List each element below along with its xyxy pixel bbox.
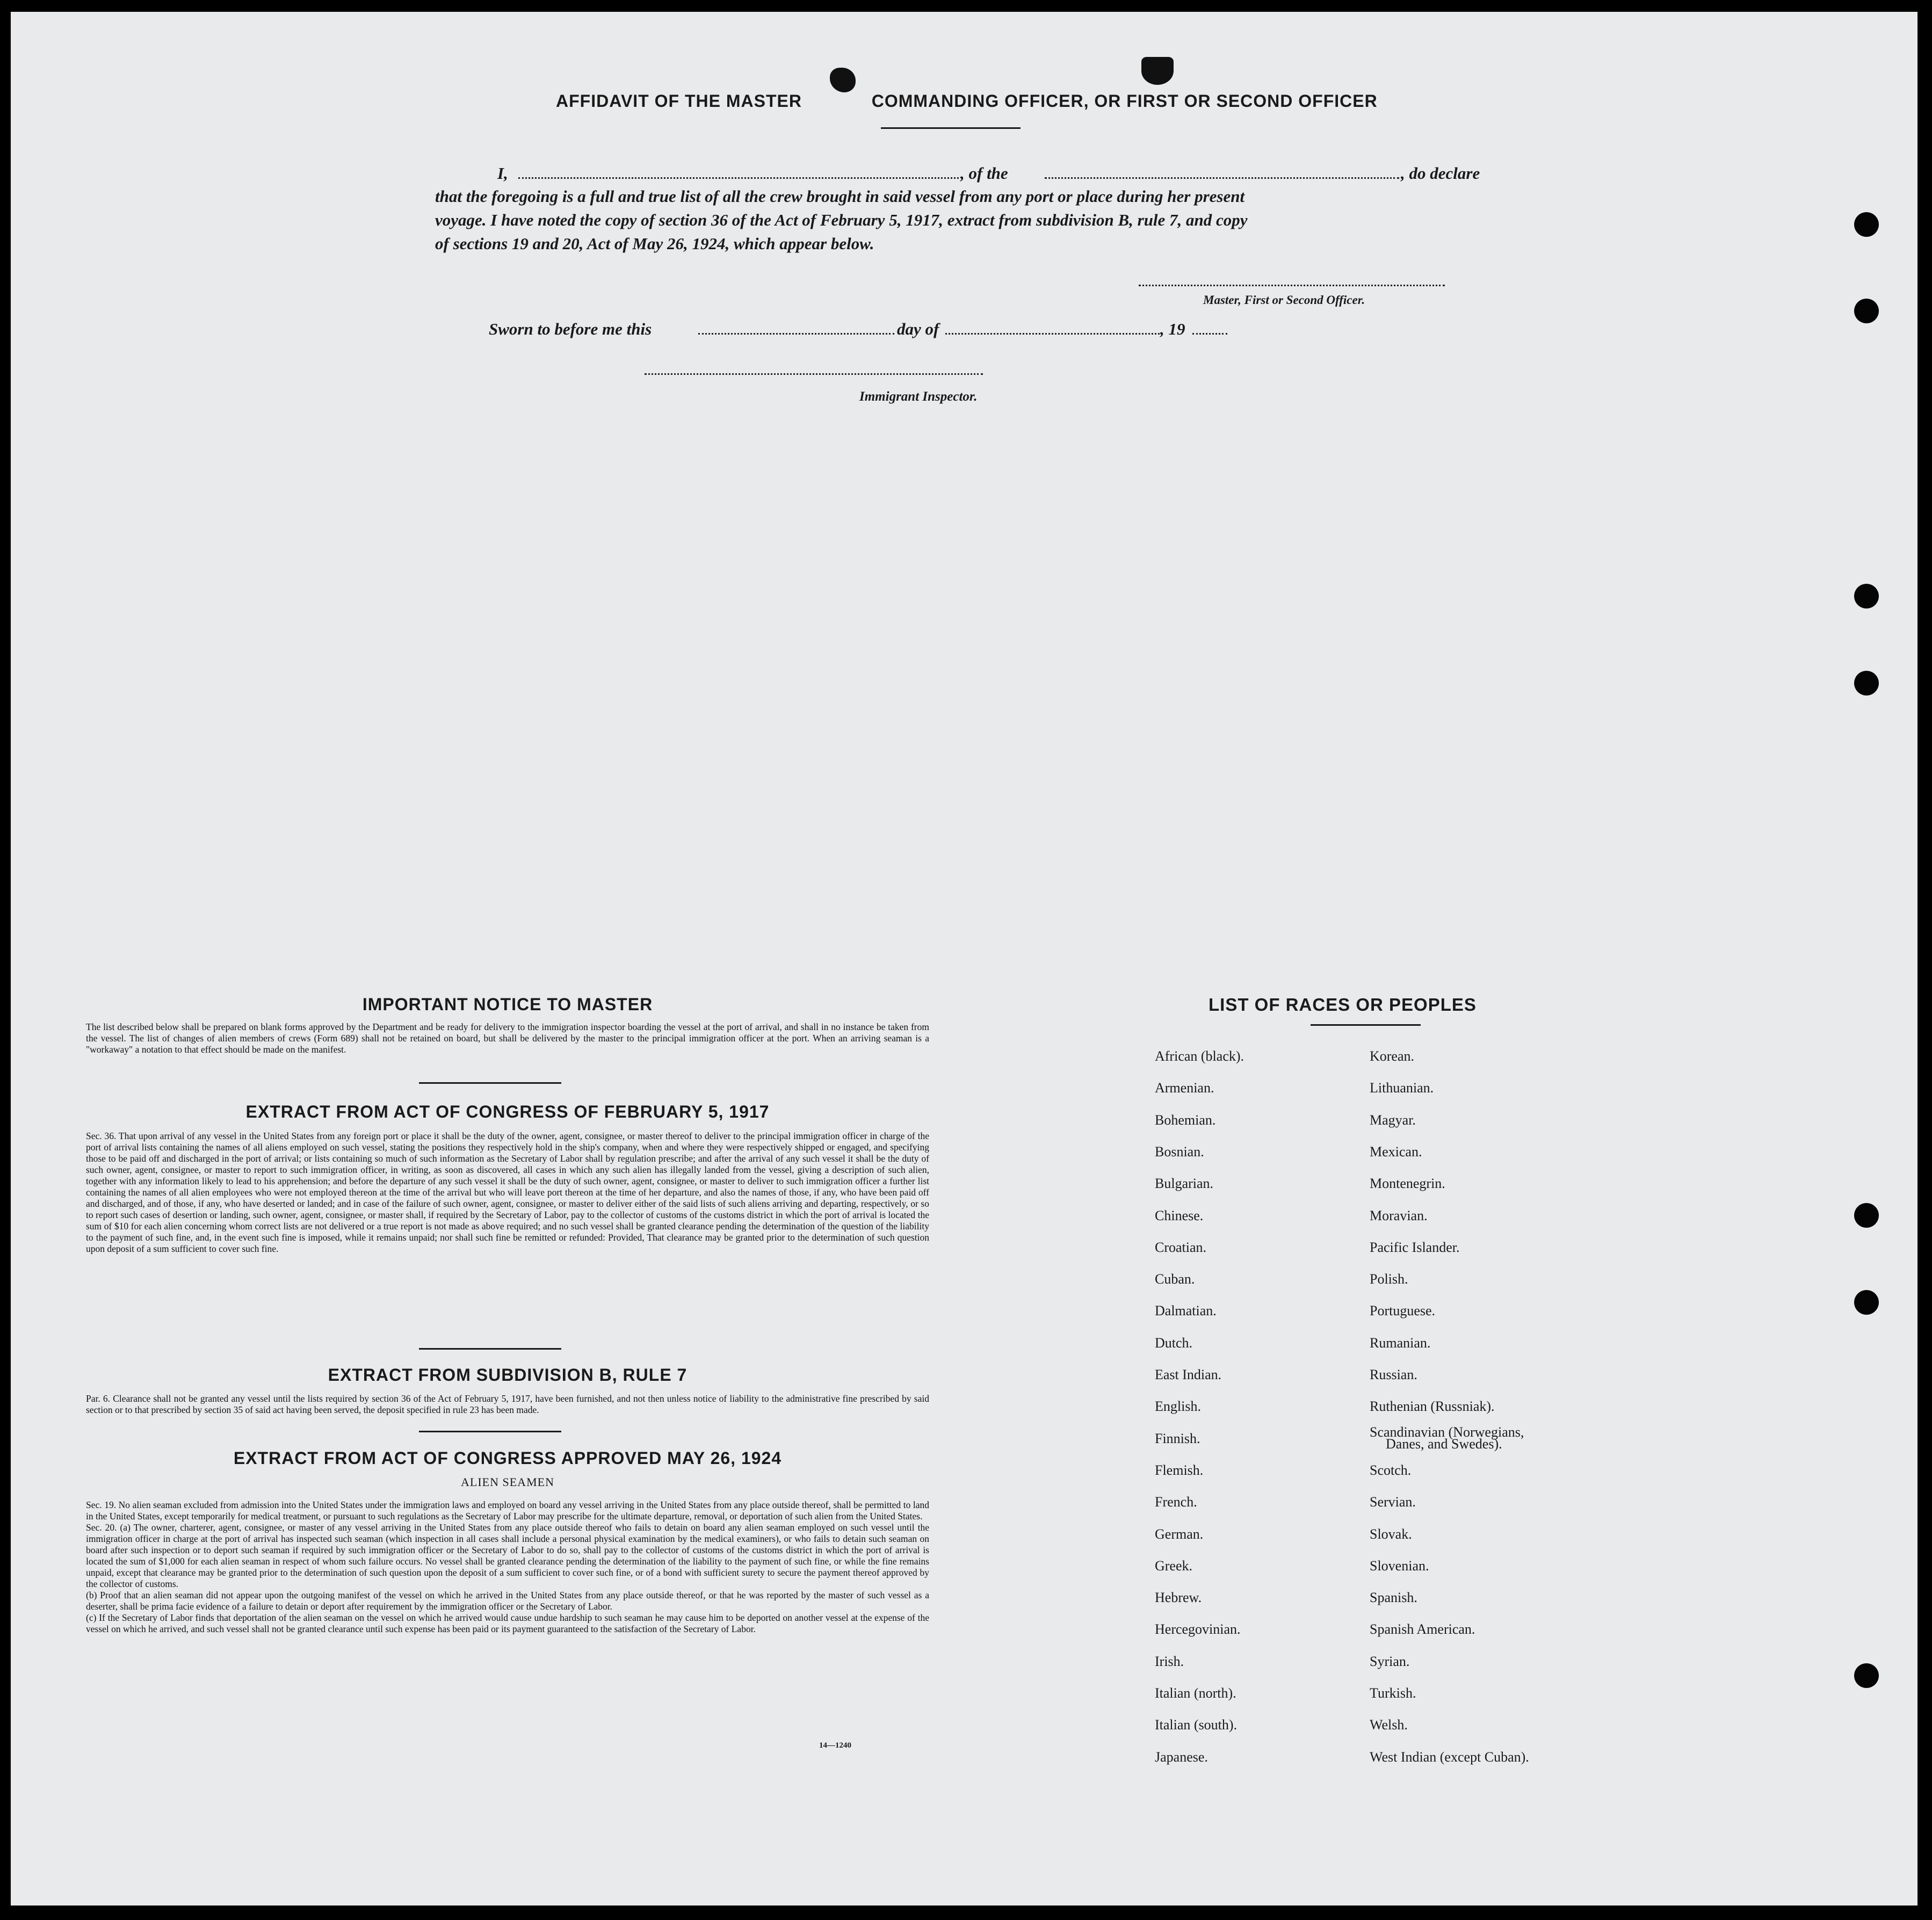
section-divider — [419, 1082, 561, 1084]
paper-damage-mark — [830, 68, 856, 92]
declarant-name-field[interactable] — [518, 177, 959, 179]
race-item: English. — [1155, 1399, 1201, 1415]
race-item: Rumanian. — [1370, 1335, 1431, 1351]
sworn-year-field[interactable] — [1192, 333, 1227, 335]
title-underline — [881, 127, 1021, 129]
race-item: Dalmatian. — [1155, 1303, 1217, 1319]
affidavit-line3: voyage. I have noted the copy of section 36 of the Act of February 5, 1917, extract from subdivision B, rule 7, and copy — [435, 211, 1248, 229]
section-divider — [419, 1348, 561, 1350]
extract-1924-heading: EXTRACT FROM ACT OF CONGRESS APPROVED MAY 26, 1924 — [233, 1448, 782, 1468]
race-item: Dutch. — [1155, 1335, 1193, 1351]
notice-text: The list described below shall be prepared on blank forms approved by the Department and be ready for delivery to the immigration inspector boarding the vessel at the port of arrival, and shall in no instance be taken from the vessel. The list of changes of alien members of crews (Form 689) shall not be retained on board, but shall be delivered by the master to the principal immigration officer at the port. When an arriving seaman is a "workaway" a notation to that effect should be made on the manifest. — [86, 1021, 929, 1055]
race-item: Italian (south). — [1155, 1717, 1238, 1733]
section-20b-paragraph: (b) Proof that an alien seaman did not appear upon the outgoing manifest of the vessel on which he arrived in the United States from any place outside thereof, or that he was reported by the master of such vessel as a deserter, shall be prima facie evidence of a failure to detain or deport after requirement by the immigration officer or the Secretary of Labor. — [86, 1590, 929, 1612]
affidavit-do-declare — [1401, 164, 1480, 183]
race-item: Slovak. — [1370, 1526, 1412, 1542]
affidavit-do-declare-text: , do declare — [1401, 164, 1480, 183]
affidavit-line2: that the foregoing is a full and true list of all the crew brought in said vessel from any port or place during her present — [435, 187, 1245, 206]
affidavit-line4: of sections 19 and 20, Act of May 26, 1924, which appear below. — [435, 234, 874, 253]
punch-hole — [1854, 1203, 1879, 1228]
race-item: French. — [1155, 1494, 1197, 1510]
race-item: Turkish. — [1370, 1685, 1416, 1701]
sworn-day-of: day of — [897, 320, 939, 338]
affidavit-i: I, — [497, 164, 508, 183]
extract-1917-heading: EXTRACT FROM ACT OF CONGRESS OF FEBRUARY 5, 1917 — [245, 1102, 770, 1121]
section-20c-paragraph: (c) If the Secretary of Labor finds that deportation of the alien seaman on the vessel on which he arrived would cause undue hardship to such seaman he may cause him to be deported on another vessel at the expense of the vessel on which he arrived, and such vessel shall not be granted clearance until such expense has been paid or its payment guaranteed to the satisfaction of the Secretary of Labor. — [86, 1612, 929, 1634]
race-item: Cuban. — [1155, 1271, 1195, 1287]
race-item: Moravian. — [1370, 1207, 1428, 1223]
race-item: German. — [1155, 1526, 1204, 1542]
sworn-prefix: Sworn to before me this — [489, 320, 652, 338]
vessel-name-field[interactable] — [1045, 177, 1399, 179]
affidavit-of-the-text: , of the — [960, 164, 1008, 183]
race-item: Magyar. — [1370, 1112, 1416, 1128]
section-19-paragraph: Sec. 19. No alien seaman excluded from admission into the United States under the immigration laws and employed on board any vessel arriving in the United States from any place outside thereof, shall be permitted to land in the United States, except temporarily for medical treatment, or pursuant to such regulations as the Secretary of Labor may prescribe for the ultimate departure, removal, or deportation of such alien from the United States. — [86, 1499, 929, 1521]
race-item: Servian. — [1370, 1494, 1416, 1510]
race-item: Spanish American. — [1370, 1621, 1475, 1638]
punch-hole — [1854, 584, 1879, 608]
extract-1917-text: Sec. 36. That upon arrival of any vessel in the United States from any foreign port or place it shall be the duty of the owner, agent, consignee, or master thereof to deliver to the principal immigration officer in charge of the port of arrival lists containing the names of all aliens employed on such vessel, stating the positions they respectively hold in the ship's company, when and where they were respectively shipped or engaged, and specifying those to be paid off and discharged in the port of arrival; or lists containing so much of such information as the Secretary of Labor shall by regulation prescribe; and after the arrival of any such vessel it shall be the duty of such owner, agent, consignee, or master to report to such immigration officer, in writing, as soon as discovered, all cases in which any such alien has illegally landed from the vessel, giving a description of such alien, together with any information likely to lead to his apprehension; and before the departure of any such vessel it shall be the duty of such owner, agent, consignee, or master to deliver to such immigration officer a further list containing the names of all alien employees who were not employed thereon at the time of the arrival but who will leave port thereon at the time of her departure, and also the names of those, if any, who have been paid off and discharged, and of those, if any, who have deserted or landed; and in case of the failure of such owner, agent, consignee, or master to deliver either of the said lists of such aliens arriving and departing, respectively, or so to report such cases of desertion or landing, such owner, agent, consignee, or master shall, if required by the Secretary of Labor, pay to the collector of customs of the customs district in which the port of arrival is located the sum of $10 for each alien concerning whom correct lists are not delivered or a true report is not made as above required; and no such vessel shall be granted clearance pending the determination of the question of the liability to the payment of such fine, and, in the event such fine is imposed, while it remains unpaid; nor shall such fine be remitted or refunded: Provided, That clearance may be granted prior to the determination of such question upon deposit of a sum sufficient to cover such fine. — [86, 1131, 929, 1254]
race-item: African (black). — [1155, 1048, 1244, 1064]
race-item: Lithuanian. — [1370, 1080, 1434, 1096]
race-item: Russian. — [1370, 1367, 1417, 1382]
race-item: Greek. — [1155, 1557, 1193, 1574]
race-item: Hebrew. — [1155, 1590, 1202, 1606]
sworn-month-field[interactable] — [945, 333, 1163, 335]
race-item: Bohemian. — [1155, 1112, 1216, 1128]
race-item: Italian (north). — [1155, 1685, 1236, 1701]
races-heading: LIST OF RACES OR PEOPLES — [1209, 995, 1477, 1015]
race-item: Bulgarian. — [1155, 1176, 1214, 1192]
document-page — [11, 12, 1917, 1905]
extract-rule7-heading: EXTRACT FROM SUBDIVISION B, RULE 7 — [328, 1365, 688, 1385]
affidavit-of-the — [960, 164, 1008, 183]
master-signature-field[interactable] — [1139, 285, 1445, 286]
race-item: Japanese. — [1155, 1749, 1208, 1765]
race-item: Korean. — [1370, 1048, 1415, 1064]
race-item: Chinese. — [1155, 1207, 1204, 1223]
inspector-label: Immigrant Inspector. — [859, 389, 978, 404]
extract-1924-body — [86, 1499, 929, 1635]
notice-heading: IMPORTANT NOTICE TO MASTER — [362, 995, 653, 1014]
affidavit-line1 — [497, 164, 508, 183]
section-divider — [419, 1431, 561, 1432]
race-item: Welsh. — [1370, 1717, 1408, 1733]
punch-hole — [1854, 1290, 1879, 1315]
punch-hole — [1854, 671, 1879, 695]
race-item: Flemish. — [1155, 1462, 1204, 1478]
race-item: Montenegrin. — [1370, 1176, 1445, 1192]
race-item: Hercegovinian. — [1155, 1621, 1241, 1638]
affidavit-title-part1: AFFIDAVIT OF THE MASTER — [556, 91, 802, 111]
master-signature-label: Master, First or Second Officer. — [1203, 293, 1365, 307]
extract-rule7-text: Par. 6. Clearance shall not be granted any vessel until the lists required by section 36 of the Act of February 5, 1917, have been furnished, and not then unless notice of liability to the administrative fine prescribed by said section or to that prescribed by section 35 of said act having been served, the deposit specified in rule 23 has been made. — [86, 1393, 929, 1415]
race-item: Mexican. — [1370, 1143, 1422, 1160]
race-item: Pacific Islander. — [1370, 1239, 1460, 1255]
extract-1924-subheading: ALIEN SEAMEN — [461, 1475, 554, 1489]
race-item: East Indian. — [1155, 1367, 1222, 1382]
section-20a-paragraph: Sec. 20. (a) The owner, charterer, agent, consignee, or master of any vessel arriving in the United States from any place outside thereof who fails to detain on board any alien seaman employed on such vessel until the immigration officer in charge at the port of arrival has inspected such seaman (which inspection in all cases shall include a personal physical examination by the medical examiners), or who fails to detain such seaman on board after such inspection or to deport such seaman if required by such immigration officer or the Secretary of Labor to do so, shall pay to the collector of customs of the customs district in which the port of arrival is located the sum of $1,000 for each alien seaman in respect of whom such failure occurs. No vessel shall be granted clearance pending the determination of the liability to the payment of such fine, or while the fine remains unpaid, except that clearance may be granted prior to the determination of such question upon the deposit of a sum sufficient to cover such fine, or of a bond with sufficient surety to secure the payment thereof approved by the collector of customs. — [86, 1522, 929, 1589]
race-item: Slovenian. — [1370, 1557, 1429, 1574]
race-item: Ruthenian (Russniak). — [1370, 1399, 1495, 1415]
race-item: Irish. — [1155, 1653, 1184, 1669]
race-item: Portuguese. — [1370, 1303, 1436, 1319]
races-underline — [1311, 1024, 1421, 1026]
race-item: Scotch. — [1370, 1462, 1412, 1478]
sworn-year-prefix: , 19 — [1160, 320, 1185, 338]
race-item: Polish. — [1370, 1271, 1408, 1287]
punch-hole — [1854, 299, 1879, 323]
race-item: Bosnian. — [1155, 1143, 1204, 1160]
race-item: Scandinavian (Norwegians, — [1370, 1424, 1524, 1440]
sworn-day-field[interactable] — [698, 333, 894, 335]
race-item: Spanish. — [1370, 1590, 1417, 1606]
race-item: Syrian. — [1370, 1653, 1410, 1669]
form-number: 14—1240 — [819, 1741, 851, 1750]
affidavit-title-part2: COMMANDING OFFICER, OR FIRST OR SECOND OFFICER — [871, 91, 1378, 111]
race-item: Finnish. — [1155, 1430, 1200, 1446]
race-item: Armenian. — [1155, 1080, 1214, 1096]
paper-damage-mark — [1141, 57, 1174, 85]
punch-hole — [1854, 1663, 1879, 1688]
race-item: Croatian. — [1155, 1239, 1207, 1255]
race-continuation: Danes, and Swedes). — [1386, 1436, 1502, 1452]
affidavit-title — [556, 91, 1426, 111]
punch-hole — [1854, 212, 1879, 237]
race-item: West Indian (except Cuban). — [1370, 1749, 1529, 1765]
inspector-signature-field[interactable] — [645, 373, 983, 375]
